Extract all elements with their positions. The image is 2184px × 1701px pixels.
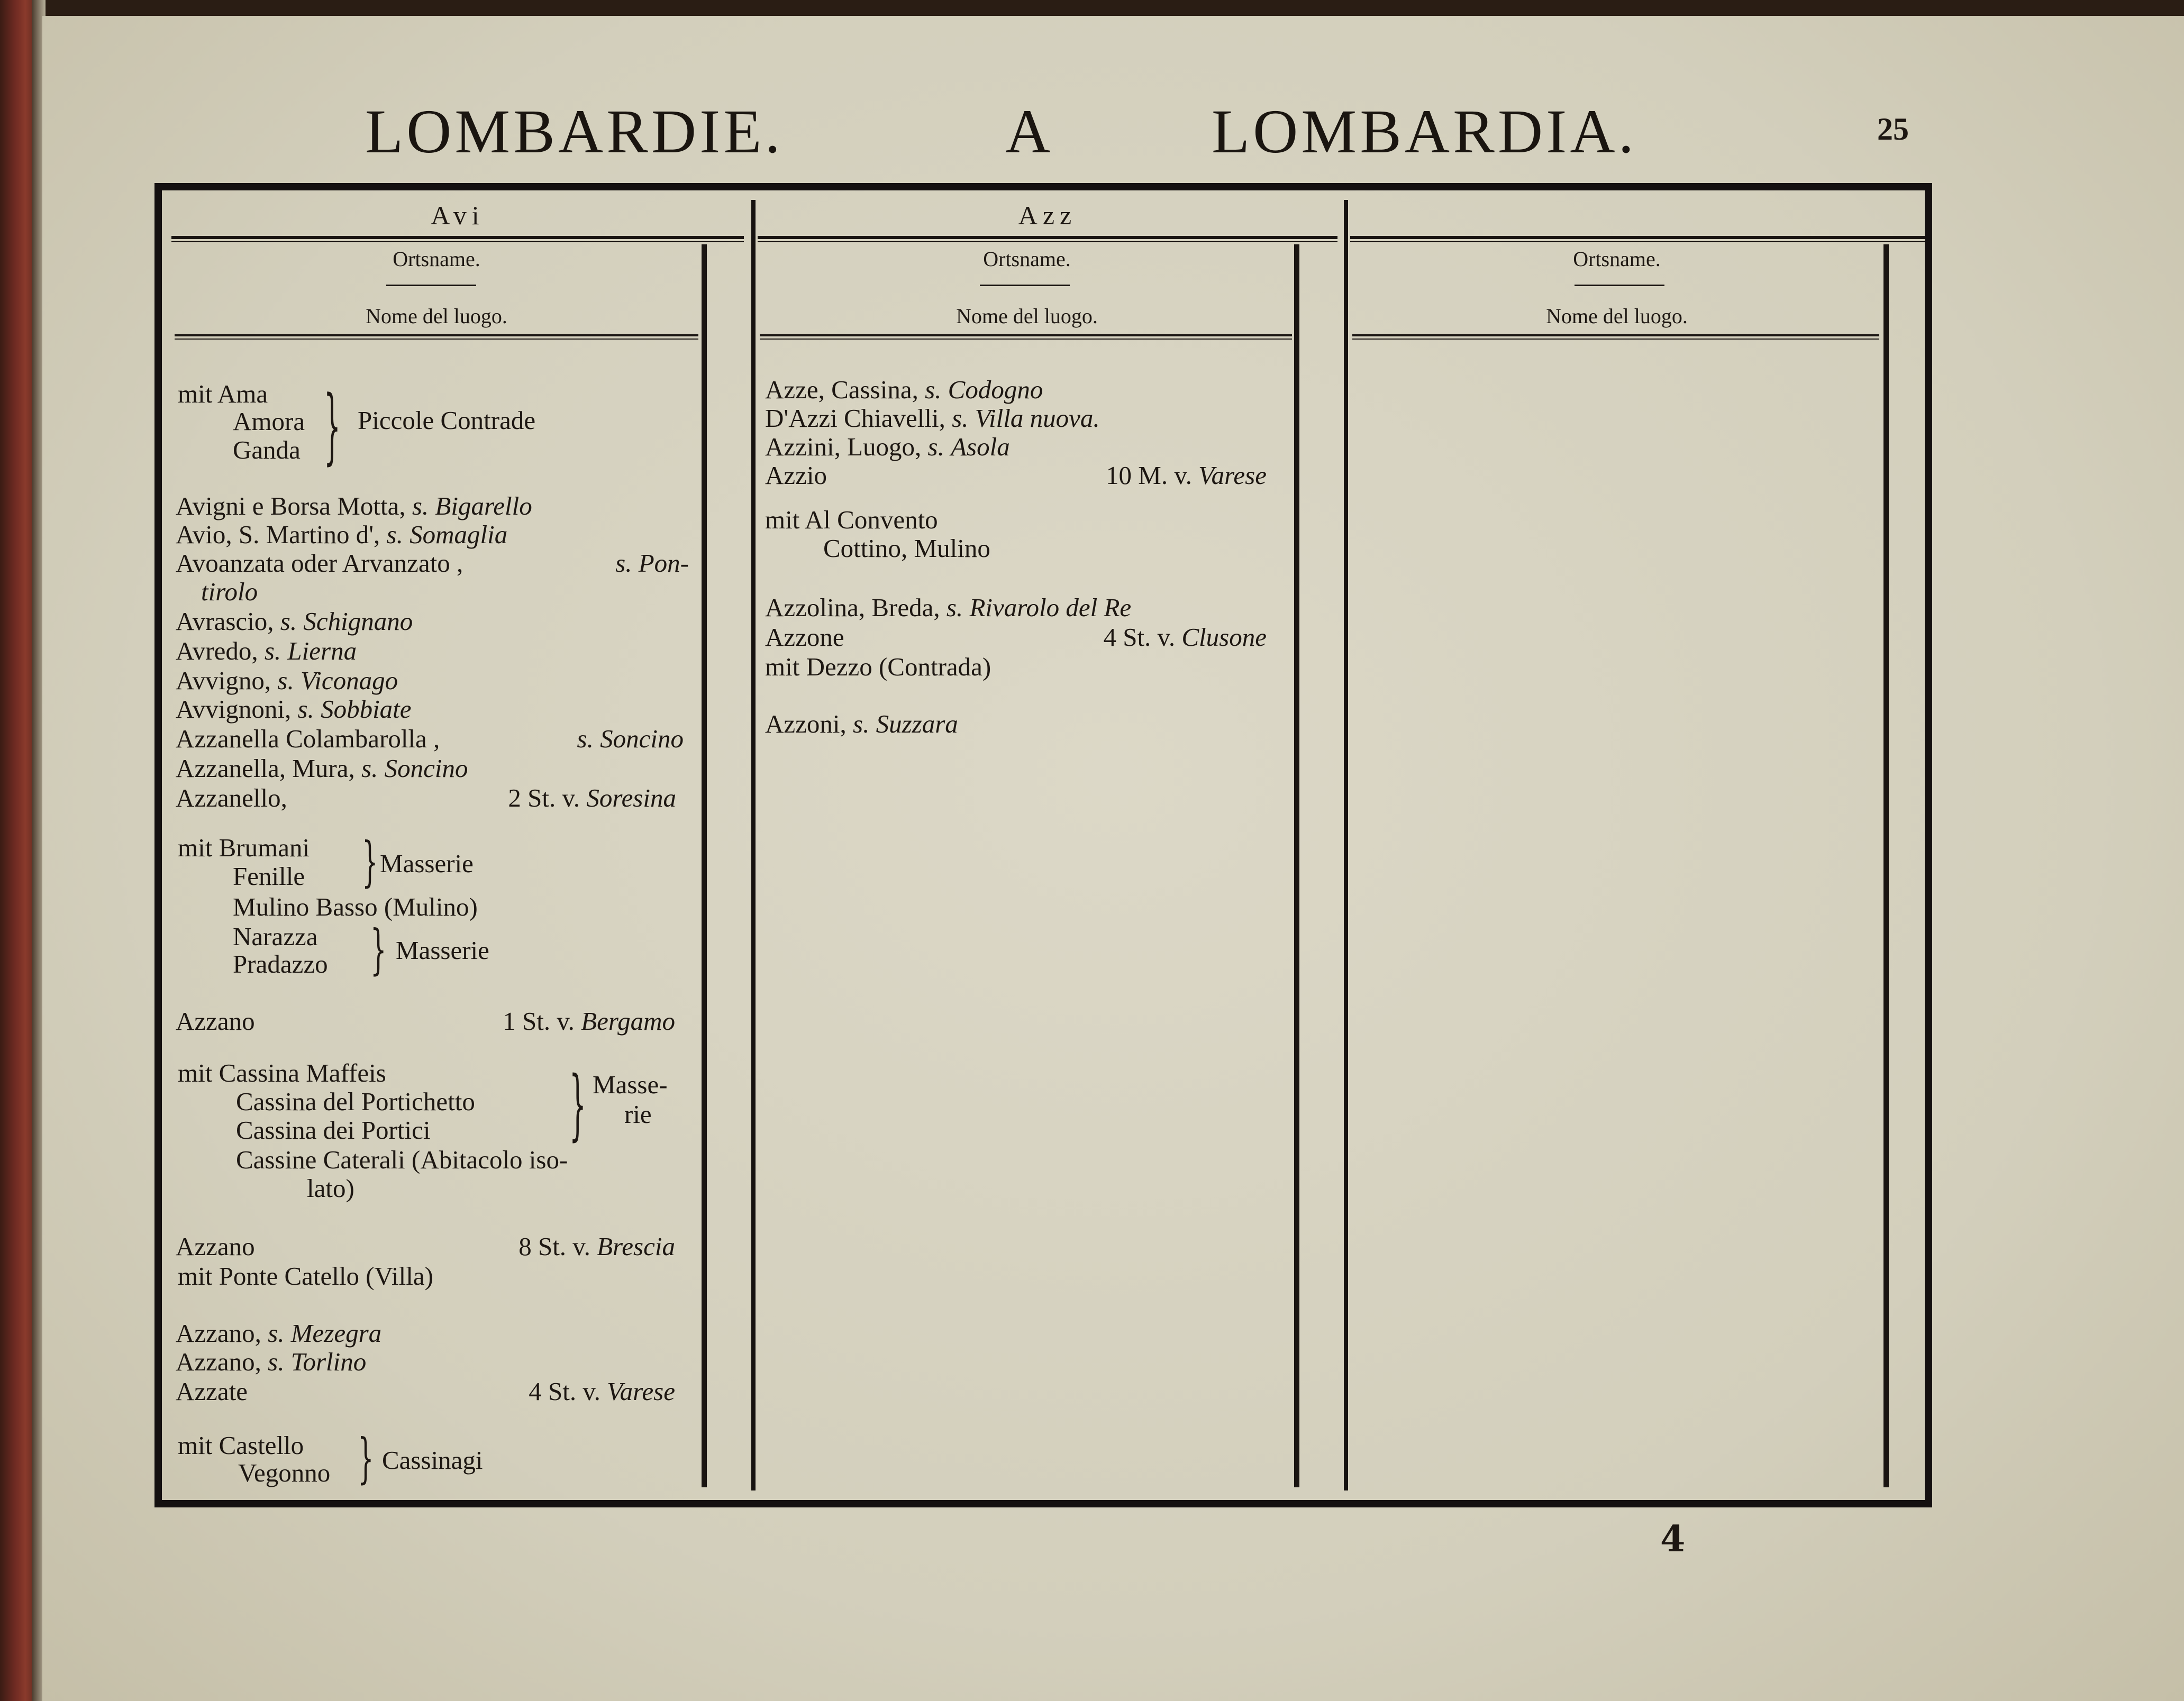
list-item: Ganda — [233, 435, 301, 464]
subhead-rule — [760, 334, 1292, 336]
list-item: Masserie — [396, 936, 489, 965]
list-item: mit Ponte Catello (Villa) — [178, 1261, 433, 1291]
list-item: mit Ama — [178, 379, 268, 408]
list-item: Azzano 8 St. v. Brescia — [176, 1232, 675, 1261]
inner-column-rule — [702, 244, 707, 1487]
subhead-rule-thin — [760, 339, 1292, 340]
sub-divider — [980, 285, 1070, 286]
list-item: Azzini, Luogo, s. Asola — [765, 432, 1010, 461]
list-item: Azzanella, Mura, s. Soncino — [176, 754, 468, 783]
list-item: Piccole Contrade — [358, 406, 536, 435]
list-item: Avredo, s. Lierna — [176, 636, 357, 665]
subhead-rule-thin — [175, 339, 698, 340]
list-item: Mulino Basso (Mulino) — [233, 892, 478, 921]
title-right: LOMBARDIA. — [1212, 97, 1637, 166]
list-item: Amora — [233, 407, 305, 436]
nome-del-luogo-label: Nome del luogo. — [1546, 304, 1688, 328]
list-item: Azzano, s. Torlino — [176, 1347, 367, 1376]
list-item: Avio, S. Martino d', s. Somaglia — [176, 520, 508, 549]
list-item: mit Al Convento — [765, 505, 938, 534]
list-item: mit Castello — [178, 1431, 304, 1460]
column-head-avi: Avi — [431, 200, 485, 230]
list-item: Azzolina, Breda, s. Rivarolo del Re — [765, 593, 1132, 622]
list-item: Avoanzata oder Arvanzato , s. Pon- — [176, 548, 689, 578]
list-item: Avigni e Borsa Motta, s. Bigarello — [176, 491, 532, 520]
brace-icon: } — [362, 831, 378, 894]
inner-column-rule — [1883, 244, 1889, 1487]
subhead-rule-thin — [1352, 339, 1879, 340]
header-rule — [758, 236, 1337, 239]
list-item: Narazza — [233, 922, 318, 951]
list-item: Masserie — [380, 849, 474, 878]
list-item: Azzano 1 St. v. Bergamo — [176, 1007, 675, 1036]
list-item: Cassinagi — [382, 1446, 483, 1475]
sub-divider — [1575, 285, 1664, 286]
brace-icon: } — [370, 919, 387, 982]
signature-mark: 4 — [1660, 1518, 1686, 1560]
list-item: Cassine Caterali (Abitacolo iso- — [236, 1145, 568, 1174]
list-item: Fenille — [233, 862, 305, 891]
header-rule — [1350, 236, 1925, 239]
ortsname-label: Ortsname. — [393, 247, 480, 271]
title-mid: A — [1005, 97, 1054, 166]
header-rule-thin — [1350, 241, 1925, 242]
list-item: Pradazzo — [233, 949, 328, 978]
list-item: mit Cassina Maffeis — [178, 1058, 386, 1087]
list-item: Azzoni, s. Suzzara — [765, 709, 958, 738]
list-item: mit Dezzo (Contrada) — [765, 652, 991, 681]
inner-column-rule — [1294, 244, 1299, 1487]
list-item: Azzate 4 St. v. Varese — [176, 1377, 675, 1406]
list-item: Azzano, s. Mezegra — [176, 1319, 382, 1348]
title-left: LOMBARDIE. — [365, 97, 784, 166]
ortsname-label: Ortsname. — [983, 247, 1071, 271]
list-item: mit Brumani — [178, 833, 310, 862]
brace-icon: } — [324, 378, 341, 474]
list-item: D'Azzi Chiavelli, s. Villa nuova. — [765, 404, 1100, 433]
list-item: Cottino, Mulino — [823, 534, 990, 563]
table-frame — [154, 183, 1932, 1507]
nome-del-luogo-label: Nome del luogo. — [956, 304, 1098, 328]
column-divider-1 — [751, 200, 756, 1490]
ortsname-label: Ortsname. — [1573, 247, 1661, 271]
list-item: Azzio 10 M. v. Varese — [765, 461, 1267, 490]
list-item: Cassina del Portichetto — [236, 1087, 475, 1116]
list-item: Masse- — [593, 1070, 668, 1099]
header-rule-thin — [171, 241, 744, 242]
list-item: Avvigno, s. Viconago — [176, 666, 398, 695]
nome-del-luogo-label: Nome del luogo. — [366, 304, 507, 328]
list-item: Azzone 4 St. v. Clusone — [765, 623, 1267, 652]
subhead-rule — [1352, 334, 1879, 336]
list-item: Azzanello, 2 St. v. Soresina — [176, 783, 676, 812]
header-rule — [171, 236, 744, 239]
header-rule-thin — [758, 241, 1337, 242]
list-item: lato) — [307, 1174, 354, 1203]
list-item: Avrascio, s. Schignano — [176, 607, 413, 636]
list-item: tirolo — [201, 577, 258, 606]
column-head-azz: Azz — [1018, 200, 1077, 230]
list-item: Cassina dei Portici — [236, 1115, 431, 1145]
page-number: 25 — [1877, 112, 1909, 147]
column-divider-2 — [1344, 200, 1348, 1490]
list-item: Azzanella Colambarolla , s. Soncino — [176, 724, 684, 753]
list-item: rie — [624, 1100, 652, 1129]
list-item: Avvignoni, s. Sobbiate — [176, 694, 412, 724]
list-item: Vegonno — [238, 1458, 331, 1487]
brace-icon: } — [358, 1428, 374, 1490]
brace-icon: } — [569, 1060, 586, 1149]
subhead-rule — [175, 334, 698, 336]
list-item: Azze, Cassina, s. Codogno — [765, 375, 1043, 404]
sub-divider — [386, 285, 476, 286]
